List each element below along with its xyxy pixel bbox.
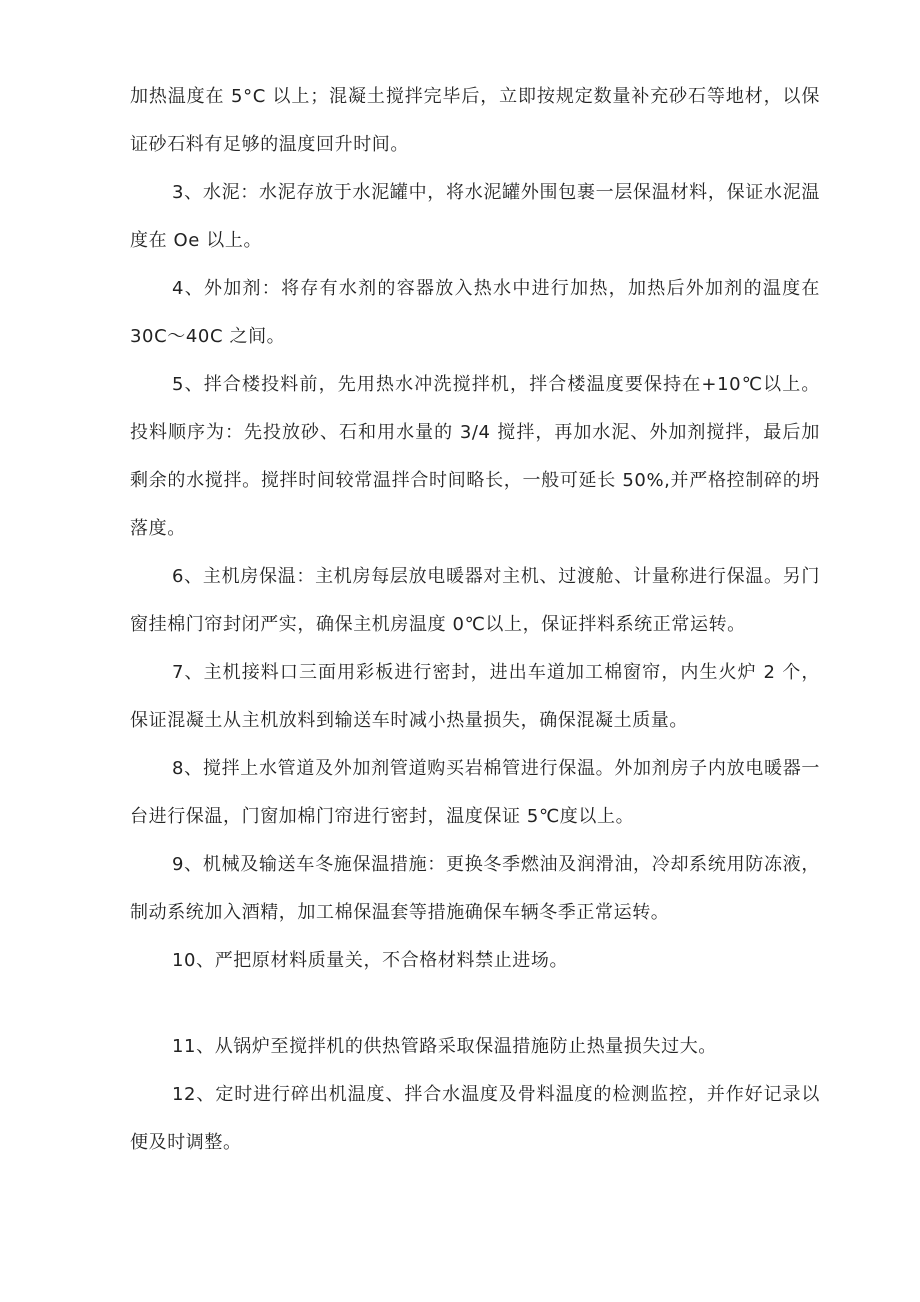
paragraph-text: 6、主机房保温：主机房每层放电暖器对主机、过渡舱、计量称进行保温。另门窗挂棉门帘封闭严实，确保主机房温度 0℃以上，保证拌料系统正常运转。	[130, 566, 820, 635]
paragraph-11-heating-pipes	[130, 1023, 820, 1071]
paragraph-6-host-room	[130, 553, 820, 649]
paragraph-8-pipes	[130, 745, 820, 841]
paragraph-text: 加热温度在 5°C 以上；混凝土搅拌完毕后，立即按规定数量补充砂石等地材，以保证砂石料有足够的温度回升时间。	[130, 86, 820, 155]
paragraph-text: 11、从锅炉至搅拌机的供热管路采取保温措施防止热量损失过大。	[172, 1036, 717, 1057]
paragraph-text: 8、搅拌上水管道及外加剂管道购买岩棉管进行保温。外加剂房子内放电暖器一台进行保温，门窗加棉门帘进行密封，温度保证 5℃度以上。	[130, 758, 820, 827]
paragraph-12-monitoring	[130, 1071, 820, 1167]
paragraph-text: 10、严把原材料质量关，不合格材料禁止进场。	[172, 950, 569, 971]
paragraph-text: 4、外加剂：将存有水剂的容器放入热水中进行加热，加热后外加剂的温度在 30C～40C 之间。	[130, 278, 820, 347]
paragraph-text: 7、主机接料口三面用彩板进行密封，进出车道加工棉窗帘，内生火炉 2 个，保证混凝土从主机放料到输送车时减小热量损失，确保混凝土质量。	[130, 662, 820, 731]
paragraph-text: 12、定时进行碎出机温度、拌合水温度及骨料温度的检测监控，并作好记录以便及时调整。	[130, 1084, 820, 1153]
paragraph-7-receiving-port	[130, 649, 820, 745]
paragraph-10-materials	[130, 937, 820, 985]
paragraph-text: 5、拌合楼投料前，先用热水冲洗搅拌机，拌合楼温度要保持在+10℃以上。投料顺序为：先投放砂、石和用水量的 3/4 搅拌，再加水泥、外加剂搅拌，最后加剩余的水搅拌。搅拌时间较常温拌合时间略长，一般可延长 50%,并严格控制碎的坍落度。	[130, 374, 820, 539]
paragraph-9-vehicles	[130, 841, 820, 937]
paragraph-continuation	[130, 73, 820, 169]
paragraph-4-admixture	[130, 265, 820, 361]
paragraph-text: 9、机械及输送车冬施保温措施：更换冬季燃油及润滑油，冷却系统用防冻液，制动系统加入酒精，加工棉保温套等措施确保车辆冬季正常运转。	[130, 854, 820, 923]
paragraph-5-mixing	[130, 361, 820, 553]
paragraph-3-cement	[130, 169, 820, 265]
paragraph-text: 3、水泥：水泥存放于水泥罐中，将水泥罐外围包裹一层保温材料，保证水泥温度在 Oe 以上。	[130, 182, 820, 251]
